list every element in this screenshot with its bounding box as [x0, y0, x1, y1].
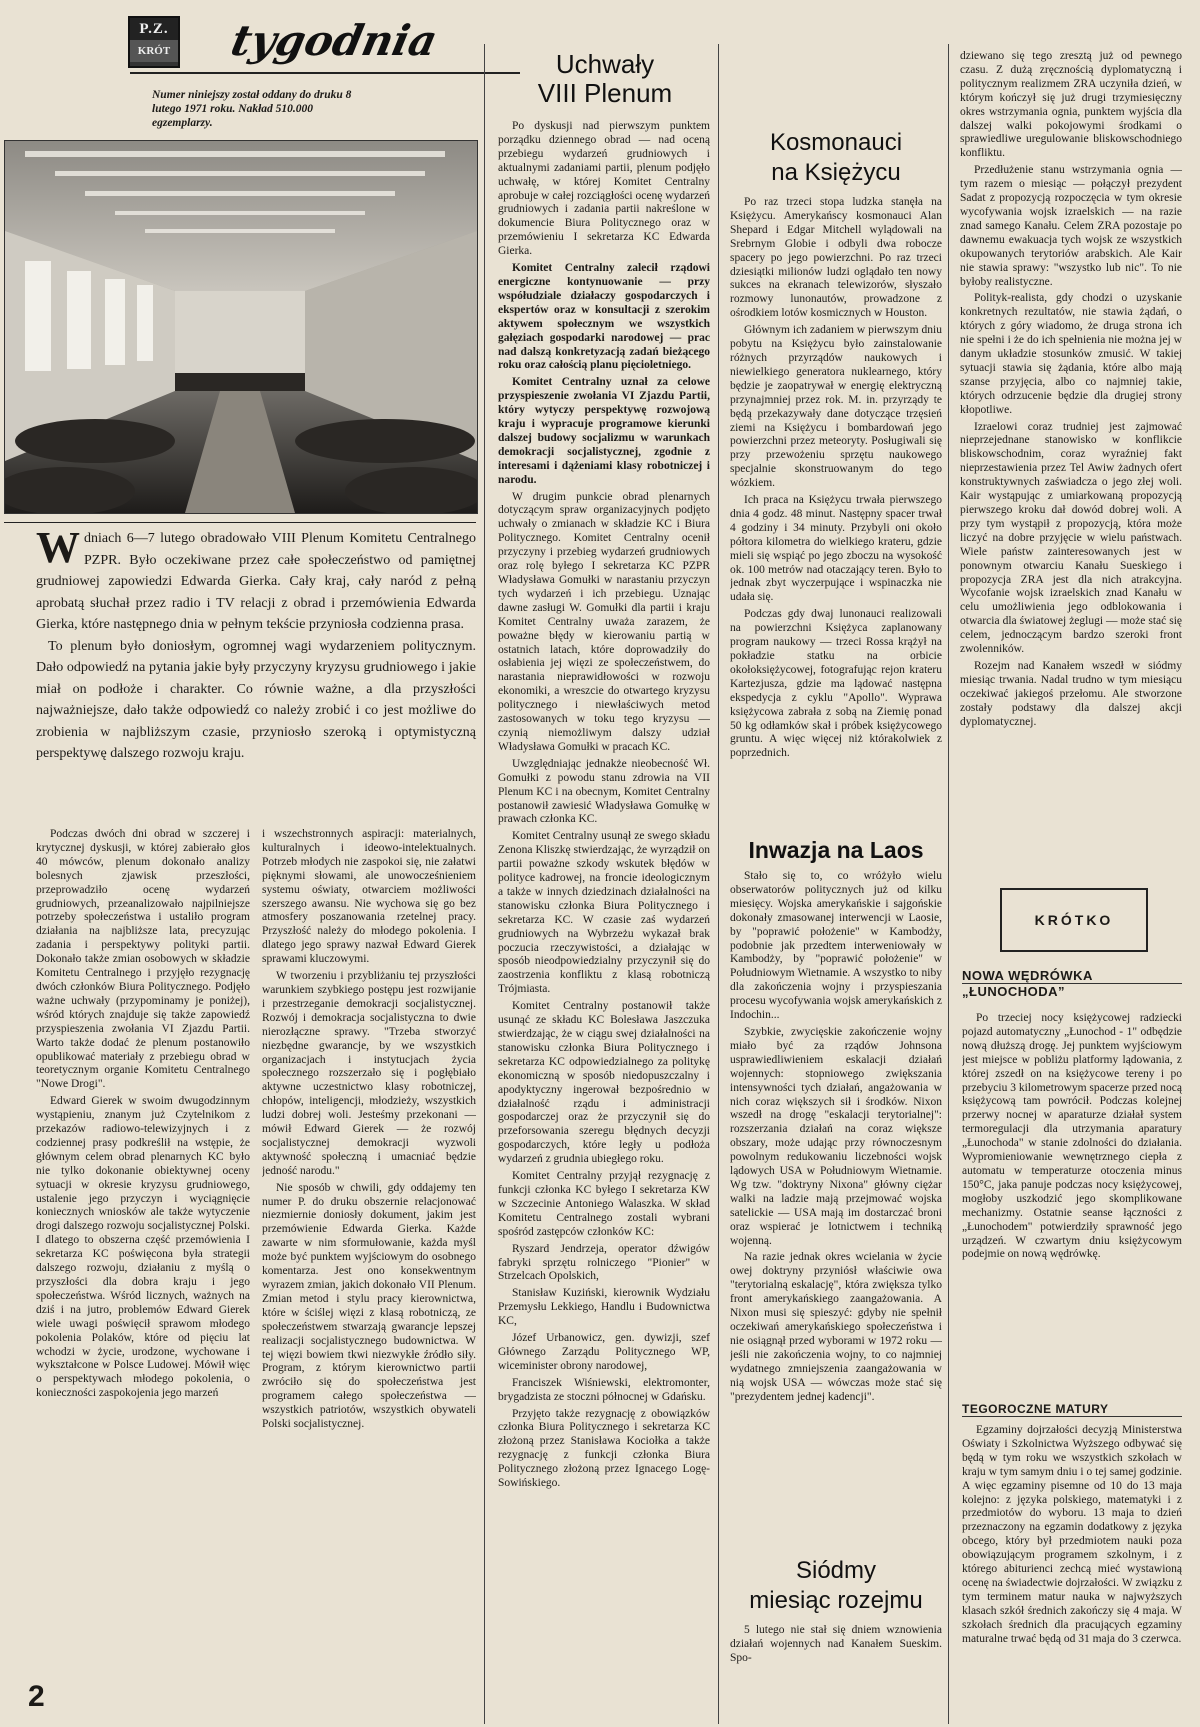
kosmonauci-paragraph: Po raz trzeci stopa ludzka stanęła na Księżycu. Amerykańscy kosmonauci Alan Shepard i Edgar Mitchell wylądowali na Srebrnym Globie i odbyli dwa robocze spacery po jego powierzchni. Po raz trzeci dziesiątki milionów ludzi oglądało ten nowy sukces na ekranach telewizorów, słyszało rozmowy lunonautów, prowadzone z ośrodkiem lotów kosmicznych w Houston.: [730, 196, 942, 320]
column-5-paragraph: Izraelowi coraz trudniej jest zajmować nieprzejednane stanowisko w konflikcie bliskowschodnim, coraz wyraźniej fakt nieprzestawienia przez Tel Awiw żadnych ofert konstruktywnych zaświadcza o jego złej woli. Kair wystąpując z umiarkowaną propozycją pierwszego kroku dał dowód dobrej woli. A przy tym wystąpił z propozycją, która może liczyć na dobre przyjęcie w wielu państwach. Wiele państw zainteresowanych jest w ponownym otwarciu Kanału Sueskiego i propozycja ZRA jest dla nich atrakcyjna. Wycofanie wojsk izraelskich znad Kanału w celu umożliwienia jego odblokowania i otwarcia dla światowej żeglugi — może stać się celem, jednoczącym bardzo szeroki front zwolenników.: [960, 420, 1182, 656]
main-article-column-1: [36, 828, 250, 1708]
logo-line-2: KRÓT: [130, 40, 178, 62]
uchwaly-paragraph: Po dyskusji nad pierwszym punktem porządku dziennego obrad — nad oceną przebiegu wydarzeń grudniowych i aktualnymi zadaniami partii, plenum podjęło uchwałę, w której Komitet Centralny aprobuje w całej rozciągłości ocenę wydarzeń grudniowych i zadania partii nakreślone w dokumencie Biura Politycznego oraz w przemówieniu I sekretarza KC Edwarda Gierka.: [498, 120, 710, 258]
krotko-heading-2: TEGOROCZNE MATURY: [962, 1402, 1182, 1417]
uchwaly-paragraph: Ryszard Jendrzeja, operator dźwigów fabryki sprzętu rolniczego "Pionier" w Strzelcach Opolskich,: [498, 1242, 710, 1283]
krotko-text-1: [962, 1012, 1182, 1388]
main-article-column-2: [262, 828, 476, 1708]
laos-headline: Inwazja na Laos: [748, 837, 924, 863]
kosmonauci-headline: [730, 128, 942, 188]
krotko-paragraph-2: Egzaminy dojrzałości decyzją Ministerstwa Oświaty i Szkolnictwa Wyższego odbywać się będą w tym roku we wszystkich szkołach w kraju w tym samym dniu i o tej samej godzinie. A więc egzaminy pisemne od 10 do 13 maja kolejno: z języka polskiego, matematyki i z przedmiotów do wyboru. 13 maja to dzień przeznaczony na egzamin dodatkowy z języka obcego, który był przedmiotem nauki poza obowiązującym programem szkolnym, i z którego abiturienci zechcą mieć wystawioną ocenę na świadectwie dojrzałości. W związku z tym terminem matur nauka w najwyższych klasach szkół średnich zakończy się 4 maja. W szkołach średnich dla pracujących egzaminy maturalne trwać będą od 31 maja do 3 czerwca.: [962, 1424, 1182, 1645]
photo-plenum-hall-icon: [5, 141, 477, 513]
krotko-label: KRÓTKO: [1034, 912, 1114, 928]
uchwaly-paragraph: Komitet Centralny zalecił rządowi energiczne kontynuowanie — przy współudziale działaczy gospodarczych i ekspertów oraz w konsultacji z szerokim aktywem społecznym we wszystkich gałęziach gospodarki narodowej — prac nad dalszą konkretyzacją zadań bieżącego roku oraz całością planu pięcioletniego.: [498, 262, 710, 372]
siodmy-headline: [730, 1556, 942, 1616]
column-2-paragraph: i wszechstronnych aspiracji: materialnych, kulturalnych i ideowo-intelektualnych. Potrzeb młodych nie zaspokoi się, nie załatwi pięknymi słowami, ale unowocześnieniem systemu oświaty, otwarciem możliwości szerszego awansu. Nie wychowa się go bez atmosfery poszanowania rzetelnej pracy. Przyszłość należy do młodego pokolenia. I dlatego jego sprawy nazwał Edward Gierek sprawami kluczowymi.: [262, 828, 476, 966]
column-5-paragraph: dziewano się tego zresztą już od pewnego czasu. Z dużą zręcznością dyplomatyczną i politycznym realizmem ZRA uczyniła dzień, w którym kończył się już drugi trzymiesięczny okres wstrzymania ognia, punktem wyjścia dla dalszej walki pokojowymi środkami o sprawiedliwe uregulowanie bliskowschodniego konfliktu.: [960, 50, 1182, 160]
kosmonauci-text: [730, 196, 942, 814]
siodmy-title-line-2: miesiąc rozejmu: [749, 1587, 923, 1614]
uchwaly-text: [498, 120, 710, 1720]
laos-text: [730, 870, 942, 1530]
masthead-script-title: tygodnia: [226, 16, 442, 65]
column-divider: [948, 44, 949, 1724]
column-5-paragraph: Rozejm nad Kanałem wszedł w siódmy miesiąc trwania. Nadal trudno w tym miesiącu oczekiwać jakiegoś przełomu. Ale stworzone zostały podstawy dla dalszej akcji dyplomatycznej.: [960, 659, 1182, 728]
column-5-paragraph: Przedłużenie stanu wstrzymania ognia — tym razem o miesiąc — połączył prezydent Sadat z propozycją rozpoczęcia w tym okresie wycofywania wojsk izraelskich — na razie znad samego Kanału. Celem ZRA pozostaje po dawnemu ewakuacja tych wojsk ze wszystkich okupowanych terytoriów arabskich. Ale Kair nie stawia sprawy: "wszystko lub nic". To nie byłoby realistyczne.: [960, 164, 1182, 288]
uchwaly-paragraph: Komitet Centralny przyjął rezygnację z funkcji członka KC byłego I sekretarza KW w Szczecinie Antoniego Walaszka. W skład Komitetu Centralnego zostali wybrani spośród zastępców członków KC:: [498, 1170, 710, 1238]
kosmonauci-paragraph: Głównym ich zadaniem w pierwszym dniu pobytu na Księżycu było zainstalowanie różnych przyrządów naukowych i niewielkiego generatora nuklearnego, który będzie je zaopatrywał w energię elektryczną przynajmniej przez rok. M. in. przyrządy te będą przekazywały dane dotyczące trzęsień ziemi na Księżycu i bombardowań jego powierzchni przez meteoryty. Posługiwali się przy przewożeniu sprzętu naukowego specjalnie skonstruowanym do tego wózkiem.: [730, 324, 942, 490]
krotko-heading-1-line-2: „ŁUNOCHODA”: [962, 984, 1065, 999]
column-5-paragraph: Polityk-realista, gdy chodzi o uzyskanie konkretnych rezultatów, nie stawia żądań, o których z góry wiadomo, że druga strona ich nie spełni i że do ich spełnienia nie można jej w danym układzie stosunków zmusić. W takiej sytuacji stawia się żądania, które albo mają szanse przyjęcia, albo co najmniej takie, których odrzucenie będzie dla drugiej strony kłopotliwe.: [960, 292, 1182, 416]
uchwaly-paragraph: W drugim punkcie obrad plenarnych dotyczącym spraw organizacyjnych podjęto uchwały o zmianach w składzie KC i Biura Politycznego. Komitet Centralny ocenił przyczyny i przebieg wydarzeń grudniowych oraz rolę byłego I sekretarza KC PZPR Władysława Gomułki w narastaniu przyczyn tych wydarzeń i ich przebiegu. Uznając dawne zasługi W. Gomułki dla partii i kraju Komitet Centralny uważa zarazem, że poważne błędy w kierowaniu partią w ostatnich latach, które doprowadziły do osłabienia jej więzi ze społeczeństwem, do narastania nieprawidłowości w rozwoju ekonomiki, a wreszcie do otwartego kryzysu politycznego i niewłaściwych metod zastosowanych w toku tego kryzysu — czynią niemożliwym dalszy udział Władysława Gomułki w pracach KC.: [498, 490, 710, 753]
column-2-paragraph: W tworzeniu i przybliżaniu tej przyszłości warunkiem szybkiego postępu jest rozwijanie i przestrzeganie demokracji socjalistycznej. Rozwój i demokracja socjalistyczna to dwie nierozłączne sprawy. "Trzeba stworzyć niezbędne gwarancje, by we wszystkich organizacjach i instytucjach życia społecznego rozszerzało się i pogłębiało aktywne uczestnictwo klasy robotniczej, chłopów, inteligencji, młodzieży, wszystkich ludzi dobrej woli. Jesteśmy przekonani — mówił Edward Gierek — że rozwój socjalistycznej demokracji wyzwoli aktywność społeczną i umacniać będzie jedność narodu.": [262, 970, 476, 1177]
uchwaly-paragraph: Komitet Centralny postanowił także usunąć ze składu KC Bolesława Jaszczuka stwierdzając, że w ciągu swej działalności na stanowisku członka Biura Politycznego i sekretarza KC odpowiedzialnego za politykę ekonomiczną w sposób niedopuszczalny i apodyktyczny ingerował bezpośrednio w działalność rządu i administracji gospodarczej oraz że przyczynił się do przeforsowania szeregu błędnych decyzji gospodarczych, które legły u podłoża wydarzeń z grudnia ubiegłego roku.: [498, 1000, 710, 1166]
uchwaly-paragraph: Przyjęto także rezygnację z obowiązków członka Biura Politycznego i sekretarza KC złożoną przez Stanisława Kociołka a także rezygnację z funkcji członka Biura Politycznego złożoną przez Ignacego Logę-Sowińskiego.: [498, 1407, 710, 1490]
siodmy-paragraph: 5 lutego nie stał się dniem wznowienia działań wojennych nad Kanałem Sueskim. Spo-: [730, 1624, 942, 1664]
page-number: 2: [28, 1680, 45, 1713]
uchwaly-paragraph: Komitet Centralny uznał za celowe przyspieszenie zwołania VI Zjazdu Partii, który wytyczy perspektywę rozwojową kraju i wypracuje programowe kierunki dalszej budowy socjalizmu w warunkach demokracji socjalistycznej, zgodnie z interesami i dążeniami klasy robotniczej i narodu.: [498, 376, 710, 486]
uchwaly-headline: [500, 50, 710, 108]
siodmy-continuation: [960, 50, 1182, 850]
krotko-heading-1-line-1: NOWA WĘDRÓWKA: [962, 968, 1182, 984]
column-1-paragraph: Edward Gierek w swoim dwugodzinnym wystąpieniu, znanym już Czytelnikom z przekazów radiowo-telewizyjnych i z codziennej prasy podkreślił na wstępie, że głównym celem obrad plenarnych KC było nie tylko dokonanie obiektywnej oceny sytuacji w okresie kryzysu grudniowego, ustalenie jego przyczyn i wyciągnięcie koniecznych wniosków ale także wytyczenie drogi dalszego rozwoju socjalistycznej Polski. I dlatego to obszerna część przemówienia I sekretarza KC poświęcona była strategii dalszego rozwoju, działaniu z myślą o przyszłości dla dobra kraju i jego społeczeństwa. Wśród licznych, ważnych na dziś i na jutro, problemów Edward Gierek wiele uwagi poświęcił sprawom młodego pokolenia Polaków, które od pięciu lat wchodzi w życie, urodzone, wychowane i wykształcone w Polsce Ludowej. Mówił więc o perspektywach młodego pokolenia, o konieczności zaspokojenia jego marzeń: [36, 1095, 250, 1400]
print-note: Numer niniejszy został oddany do druku 8 lutego 1971 roku. Nakład 510.000 egzemplarzy.: [152, 89, 352, 129]
logo-line-1: P.Z.: [130, 18, 178, 40]
laos-paragraph: Szybkie, zwycięskie zakończenie wojny miało być za rządów Johnsona usprawiedliwieniem eskalacji działań wojennych: stopniowego zwiększania intensywności tych działań, angażowania w nich coraz większych sił i środków. Nixon wszedł na drogę "eskalacji terytorialnej": rozszerzania działań na coraz większe obszary, może udając przy równoczesnym powolnym redukowaniu liczebności wojsk lądowych USA w Południowym Wietnamie. Wg tzw. "doktryny Nixona" główny ciężar walki na ladzie mają przejmować wojska satelickie — USA mają im dostarczać broni oraz wspierać je lotnictwem i techniką wojenną.: [730, 1025, 942, 1247]
kosmonauci-paragraph: Podczas gdy dwaj lunonauci realizowali na powierzchni Księżyca zaplanowany program naukowy — trzeci Rossa krążył na pokładzie statku na orbicie okołoksiężycowej, fotografując rejon krateru Kartezjusza, gdzie ma lądować następna ekspedycja z cyklu "Apollo". Wyprawa księżycowa zabrała z sobą na Ziemię ponad 50 kg odłamków skał i próbek księżycowego gruntu. A więc więcej niż którakolwiek z poprzednich.: [730, 608, 942, 760]
lead-article: [36, 523, 476, 765]
uchwaly-paragraph: Józef Urbanowicz, gen. dywizji, szef Głównego Zarządu Politycznego WP, wiceminister obrony narodowej,: [498, 1332, 710, 1372]
krotko-text-2: [962, 1424, 1182, 1720]
uchwaly-title-line-2: VIII Plenum: [537, 78, 673, 108]
siodmy-text: [730, 1624, 942, 1720]
krotko-heading-1: [962, 968, 1182, 999]
column-divider: [718, 44, 719, 1724]
krotko-paragraph-1: Po trzeciej nocy księżycowej radziecki pojazd automatyczny „Łunochod - 1" odbędzie nową dłuższą drogę. Jej punktem wyjściowym jest miejsce w pobliżu platformy lądowania, z której zszedł on na księżycowe tereny i po przebyciu 3 kilometrowym spacerze przed nocą księżycową tam powrócił. Podczas kolejnej przerwy nocnej w aparaturze działał system termoregulacji dla utrzymania aparatury „Łunochoda" w stanie zdolności do działania. Wypromieniowanie wewnętrznego ciepła z automatu w temperaturze otoczenia minus 150°C, jaka panuje podczas nocy księżycowej, mogłoby uszkodzić jego skomplikowane mechanizmy. Ostatnie seanse łączności z „Łunochodem" potwierdziły sprawność jego urządzeń. W czwartym dniu księżycowym podejmie on nową wędrówkę.: [962, 1012, 1182, 1261]
lead-paragraph-1: dniach 6—7 lutego obradowało VIII Plenum Komitetu Centralnego PZPR. Było oczekiwane przez całe społeczeństwo od pamiętnej grudniowej zapowiedzi Edwarda Gierka. Cały kraj, cały naród z pełną aprobatą słuchał przez radio i TV relacji z obrad i przemówienia Edwarda Gierka, które następnego dnia w pełnym tekście przyniosła codzienna prasa.: [36, 531, 476, 632]
kosmonauci-title-line-1: Kosmonauci: [769, 129, 903, 156]
column-1-paragraph: Podczas dwóch dni obrad w szczerej i krytycznej dyskusji, w której zabierało głos 40 mówców, plenum dokonało analizy bolesnych zjawisk przeszłości, przeprowadziło ocenę wydarzeń grudniowych, przeanalizowało najpilniejsze potrzeby społeczeństwa i ustaliło program działania na najbliższe lata, precyzując zadania i perspektywy polityki partii. Dokonało także zmian osobowych w składzie Komitetu Centralnego i przyjęło rezygnację dwóch członków Biura Politycznego. Podjęło ważne uchwały (przypominamy je poniżej), wśród których znajduje się także zapowiedź przyspieszenia zwołania VI Zjazdu Partii. Warto także dodać że plenum postanowiło opublikować materiały z przebiegu obrad w teoretycznym organie Komitetu Centralnego "Nowe Drogi".: [36, 828, 250, 1091]
uchwaly-title-line-1: Uchwały: [555, 49, 655, 79]
kosmonauci-paragraph: Ich praca na Księżycu trwała pierwszego dnia 4 godz. 48 minut. Następny spacer trwał 4 godziny i 34 minuty. Przybyli oni około półtora kilometra do wielkiego krateru, gdzie mieli się wspiąć po jego zboczu na wysokość ok. 100 metrów nad otaczający teren. Było to jednak zbyt wyczerpujące i wspinaczka nie udała się.: [730, 494, 942, 604]
column-divider: [484, 44, 485, 1724]
kosmonauci-title-line-2: na Księżycu: [771, 159, 901, 186]
lead-dropcap: W: [36, 523, 80, 572]
plenum-hall-photo: [4, 140, 478, 514]
lead-paragraph-2: To plenum było doniosłym, ogromnej wagi wydarzeniem politycznym. Dało odpowiedź na pytania jakie były przyczyny kryzysu grudniowego i jakie miał on podłoże i charakter. Co równie ważne, a dla przyszłości najważniejsze, dało także odpowiedź co należy zrobić i co jest możliwe do zrobienia w najbliższym czasie, przyniosło szeroką i optymistyczną perspektywę dalszego rozwoju kraju.: [36, 638, 476, 761]
laos-paragraph: Stało się to, co wróżyło wielu obserwatorów politycznych już od kilku miesięcy. Wojska amerykańskie i sajgońskie dokonały zmasowanej interwencji w Laosie, by "poprawić położenie" w Kambodży, podobnie jak przedtem interweniowały w Kambodży, by "poprawić położenie" w Południowym Wietnamie. A wszystko to niby dla zakończenia wojny i przyspieszania procesu wycofywania wojsk amerykańskich z Indochin...: [730, 870, 942, 1022]
uchwaly-paragraph: Franciszek Wiśniewski, elektromonter, brygadzista ze stoczni północnej w Gdańsku.: [498, 1376, 710, 1403]
laos-paragraph: Na razie jednak okres wcielania w życie owej doktryny przyniósł właściwie owa "terytorialną eskalację", która zwiększa tylko front amerykańskiego zaangażowania. A Nixon musi się spieszyć: gdyby nie spełnił oczekiwań amerykańskiego społeczeństwa i nie osiągnął przed wyborami w 1972 roku — jeśli nie zakończenia wojny, to co najmniej wydatnego zmniejszenia zaangażowania w nią wojsk USA — wówczas może stać się "prezydentem jednej kadencji".: [730, 1251, 942, 1403]
masthead-rule: [130, 72, 520, 74]
uchwaly-paragraph: Uwzględniając jednakże nieobecność Wł. Gomułki z powodu stanu zdrowia na VII Plenum KC i na obecnym, Komitet Centralny postanowił zawiesić Władysława Gomułkę w prawach członka KC.: [498, 757, 710, 826]
masthead-logo: [128, 16, 180, 68]
column-2-paragraph: Nie sposób w chwili, gdy oddajemy ten numer P. do druku obszernie relacjonować niezmiernie doniosły dokument, jakim jest przemówienie Edwarda Gierka. Każde zawarte w nim sformułowanie, każda myśl może być punktem wyjściowym do osobnego komentarza. Jest ono konsekwentnym wyrazem zmian, jakich dokonało VII Plenum. Zmian metod i stylu pracy kierownictwa, które w ściślej więzi z klasą robotniczą, ze społeczeństwem stwarzają gwarancje lepszej realizacji socjalistycznego budownictwa. W tej więzi bowiem tkwi niezwykłe źródło siły. Program, z którym kierownictwo partii zwróciło się do społeczeństwa jest programem całego społeczeństwa — wszystkich patriotów, wszystkich obywateli Polski socjalistycznej.: [262, 1181, 476, 1431]
siodmy-title-line-1: Siódmy: [795, 1557, 877, 1584]
uchwaly-paragraph: Stanisław Kuziński, kierownik Wydziału Przemysłu Lekkiego, Handlu i Budownictwa KC,: [498, 1287, 710, 1328]
uchwaly-paragraph: Komitet Centralny usunął ze swego składu Zenona Kliszkę stwierdzając, że wyrządził on partii poważne szkody wskutek błędów w polityce kadrowej, na froncie ideologicznym a także w innych dziedzinach działalności na stanowisku członka Biura Politycznego i sekretarza KC. W czasie zaś wydarzeń grudniowych na Wybrzeżu wykazał brak poczucia rzeczywistości, a działając w sposób nieodpowiedzialny przyczynił się do zaostrzenia konfliktu z klasą robotniczą Trójmiasta.: [498, 830, 710, 996]
krotko-box: [1000, 888, 1148, 952]
